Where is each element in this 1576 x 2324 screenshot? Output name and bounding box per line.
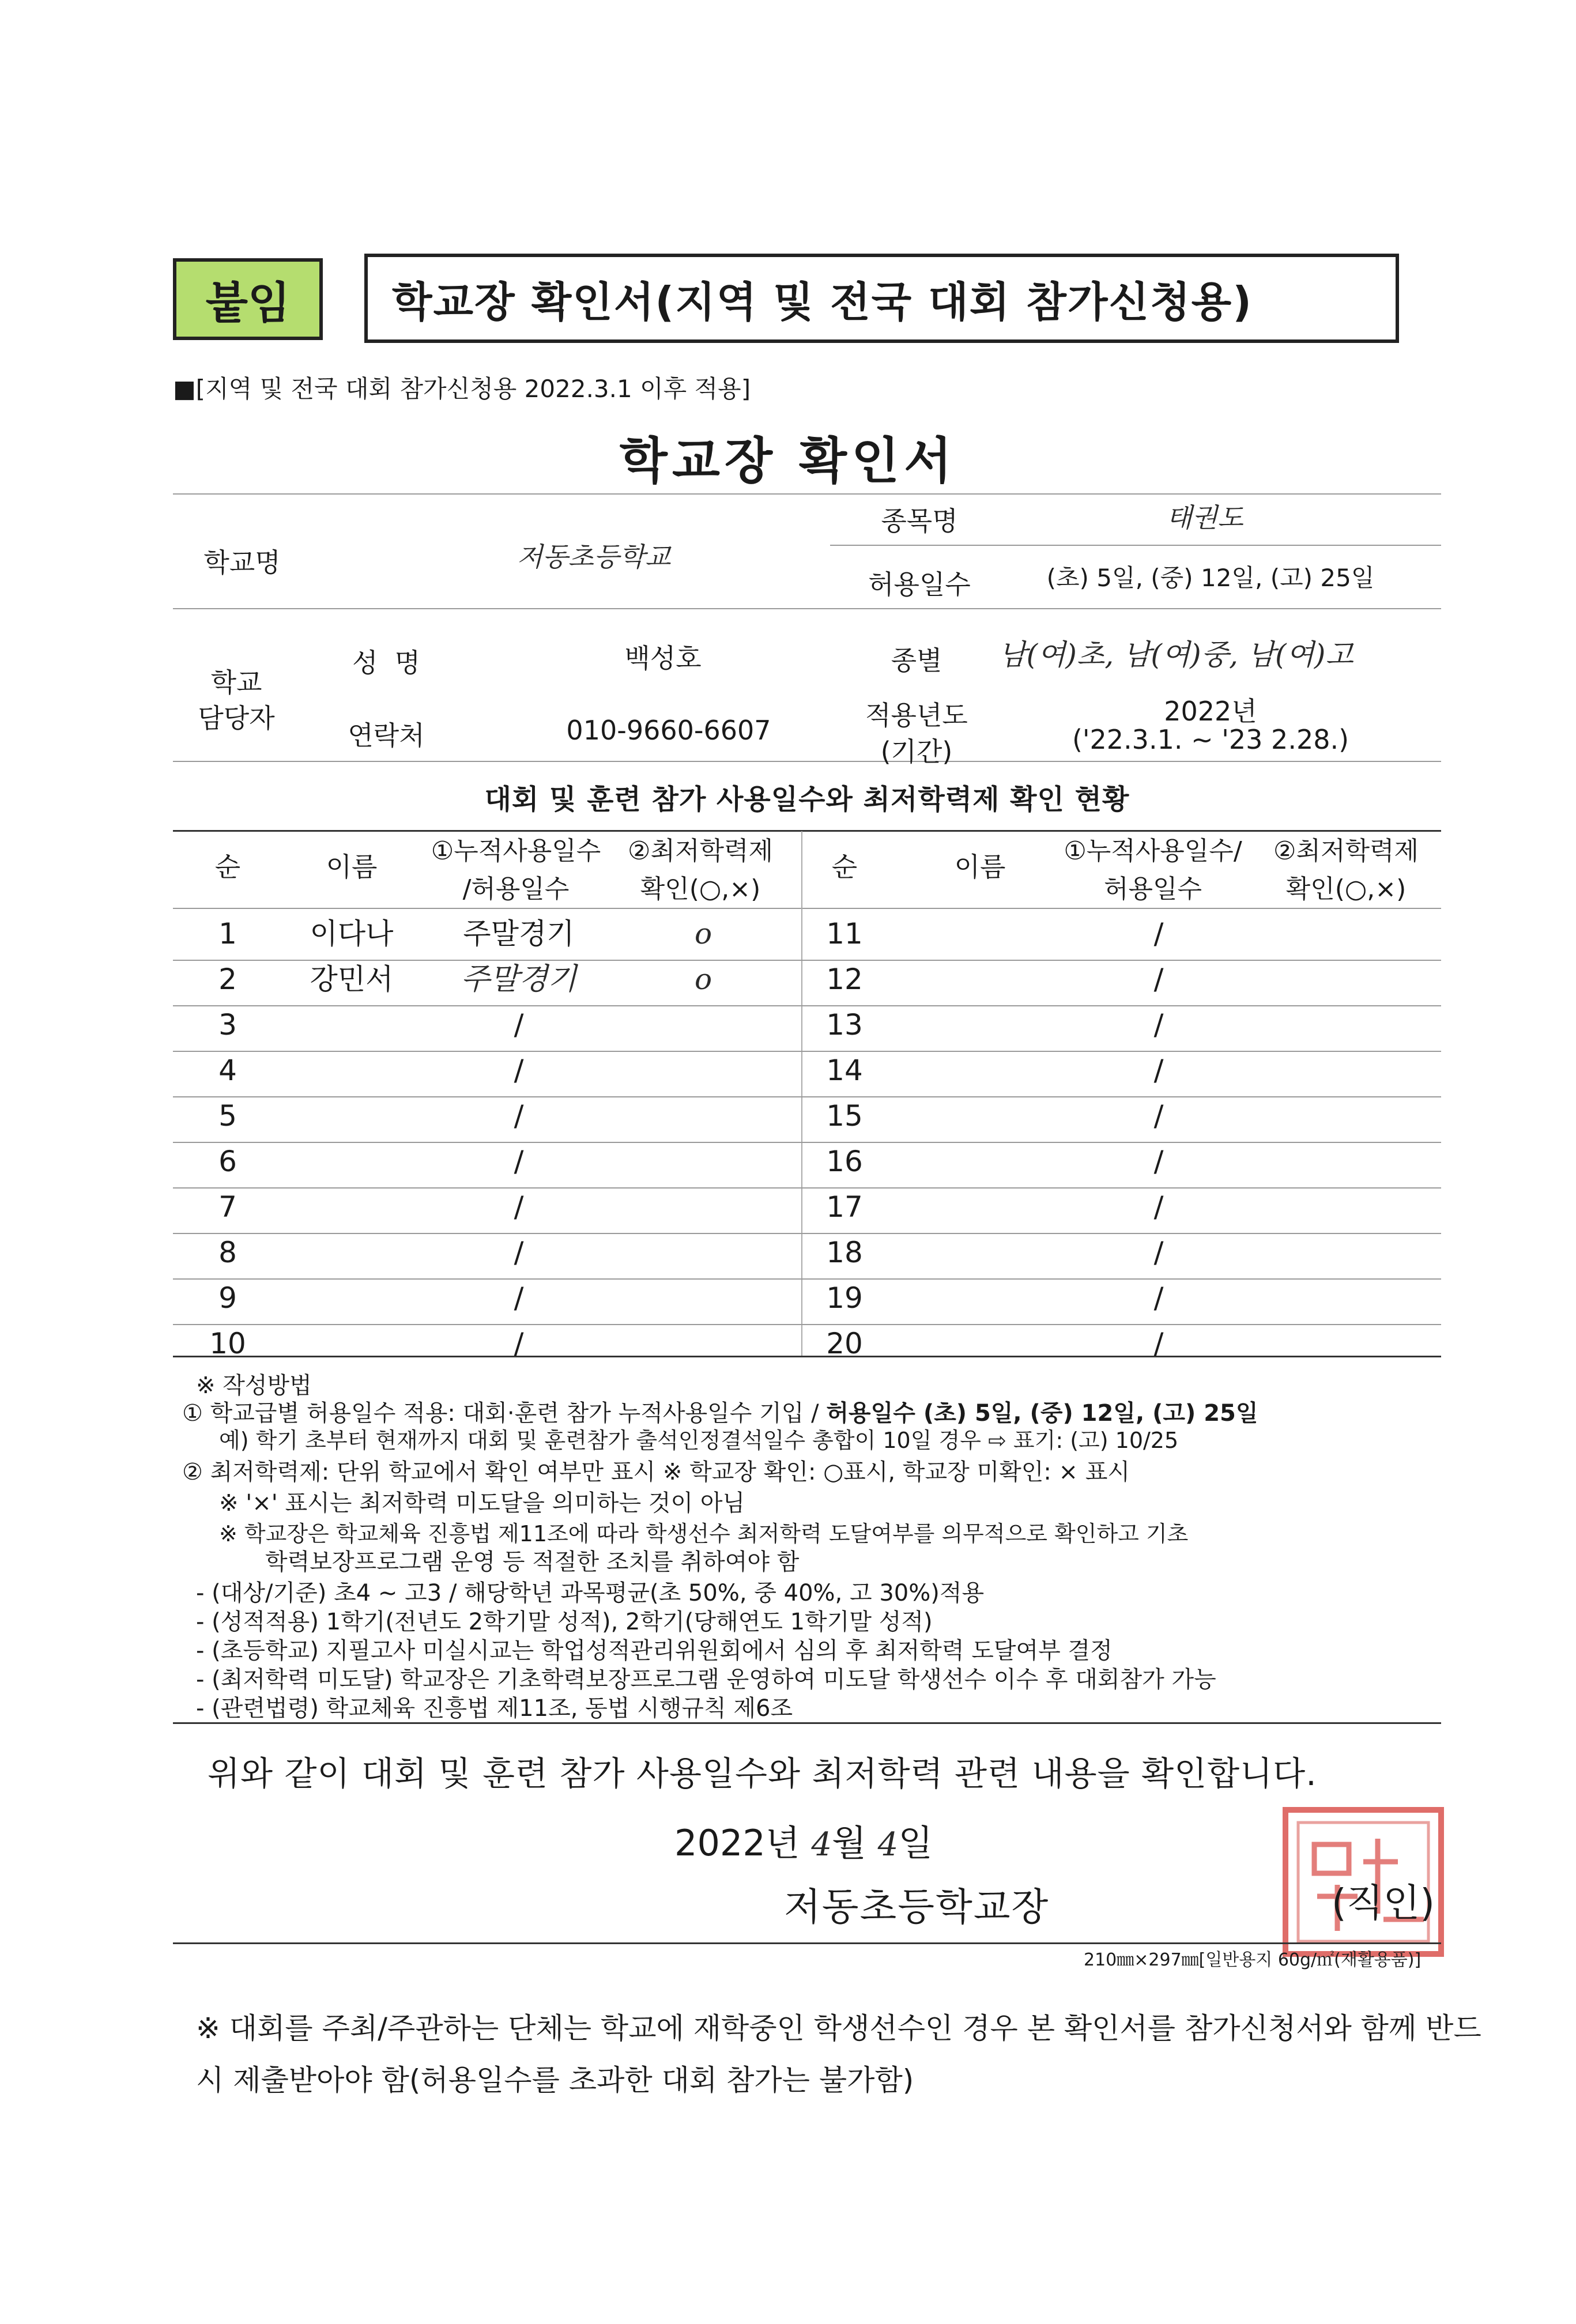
form-title: 학교장 확인서(지역 및 전국 대회 참가신청용): [364, 254, 1399, 343]
used-days: /: [1153, 917, 1164, 950]
instruction-line-8: - (성적적용) 1학기(전년도 2학기말 성적), 2학기(당해연도 1학기말 성적): [196, 1609, 933, 1635]
manager-label-2: 담당자: [198, 703, 275, 734]
contact-value: 010-9660-6607: [566, 715, 771, 746]
instruction-line-4: ※ '×' 표시는 최저학력 미도달을 의미하는 것이 아님: [219, 1490, 745, 1516]
instruction-line-3: ② 최저학력제: 단위 학교에서 확인 여부만 표시 ※ 학교장 확인: ○표시, 학교장 미확인: × 표시: [182, 1459, 1130, 1485]
row-number: 4: [218, 1054, 237, 1087]
row-number: 14: [826, 1054, 863, 1087]
used-days: /: [1153, 1008, 1164, 1042]
used-days: /: [1153, 963, 1164, 996]
used-days: /: [514, 1145, 524, 1178]
row-number: 8: [218, 1236, 237, 1269]
signature-date: 2022년 4월 4일: [674, 1822, 933, 1864]
row-number: 2: [218, 963, 237, 996]
header-name-left: 이름: [326, 851, 378, 882]
student-name: 이다나: [310, 917, 394, 950]
year-label-1: 적용년도: [865, 700, 968, 731]
used-days: /: [1153, 1145, 1164, 1178]
used-days: /: [514, 1190, 524, 1224]
used-days: /: [514, 1327, 524, 1360]
row-number: 12: [826, 963, 863, 996]
used-days: /: [1153, 1281, 1164, 1315]
confirmation-statement: 위와 같이 대회 및 훈련 참가 사용일수와 최저학력 관련 내용을 확인합니다.: [208, 1754, 1317, 1793]
document-title: 학교장 확인서: [619, 432, 957, 490]
student-name: 강민서: [310, 963, 394, 996]
header-academic-left-1: ②최저학력제: [628, 836, 773, 866]
used-days: /: [514, 1236, 524, 1269]
row-number: 5: [218, 1099, 237, 1133]
row-number: 18: [826, 1236, 863, 1269]
principal-name: 저동초등학교장: [784, 1885, 1050, 1929]
attachment-badge: 붙임: [173, 258, 323, 340]
row-number: 3: [218, 1008, 237, 1042]
row-number: 1: [218, 917, 237, 950]
instruction-line-5: ※ 학교장은 학교체육 진흥법 제11조에 따라 학생선수 최저학력 도달여부를 의무적으로 확인하고 기초: [219, 1521, 1189, 1546]
status-table-title: 대회 및 훈련 참가 사용일수와 최저학력제 확인 현황: [484, 783, 1130, 816]
row-number: 11: [826, 917, 863, 950]
header-academic-right-2: 확인(○,×): [1285, 874, 1407, 904]
header-days-left-1: ①누적사용일수: [431, 836, 601, 866]
gender-label: 종별: [891, 645, 942, 676]
header-academic-left-2: 확인(○,×): [640, 874, 761, 904]
academic-check: o: [694, 963, 712, 996]
header-days-right-1: ①누적사용일수/: [1064, 836, 1242, 866]
instruction-line-2: 예) 학기 초부터 현재까지 대회 및 훈련참가 출석인정결석일수 총합이 10일 경우 ⇨ 표기: (고) 10/25: [219, 1428, 1179, 1453]
used-days: /: [1153, 1327, 1164, 1360]
row-number: 15: [826, 1099, 863, 1133]
event-value: 태권도: [1166, 502, 1243, 533]
used-days: /: [1153, 1190, 1164, 1224]
used-days: /: [514, 1099, 524, 1133]
used-days: /: [514, 1008, 524, 1042]
row-number: 20: [826, 1327, 863, 1360]
row-number: 10: [209, 1327, 246, 1360]
header-no-left: 순: [214, 851, 241, 882]
header-academic-right-1: ②최저학력제: [1273, 836, 1419, 866]
row-number: 9: [218, 1281, 237, 1315]
form-subnote: ■[지역 및 전국 대회 참가신청용 2022.3.1 이후 적용]: [173, 375, 751, 403]
instruction-line-10: - (최저학력 미도달) 학교장은 기초학력보장프로그램 운영하여 미도달 학생선수 이수 후 대회참가 가능: [196, 1666, 1216, 1693]
name-label: 성 명: [352, 647, 421, 678]
used-days: /: [514, 1281, 524, 1315]
row-number: 16: [826, 1145, 863, 1178]
header-days-right-2: 허용일수: [1103, 874, 1202, 904]
year-value-2: ('22.3.1. ~ '23 2.28.): [1072, 724, 1349, 755]
event-label: 종목명: [881, 505, 958, 537]
used-days: 주말경기: [461, 962, 577, 997]
used-days: /: [514, 1054, 524, 1087]
paper-specification: 210㎜×297㎜[일반용지 60g/㎡(재활용품)]: [1084, 1950, 1422, 1970]
row-number: 13: [826, 1008, 863, 1042]
header-days-left-2: /허용일수: [462, 874, 570, 904]
allowed-days-value: (초) 5일, (중) 12일, (고) 25일: [1046, 564, 1375, 592]
gender-value: 남(여)초, 남(여)중, 남(여)고: [998, 638, 1353, 671]
school-name-value: 저동초등학교: [516, 541, 671, 572]
row-number: 19: [826, 1281, 863, 1315]
school-name-label: 학교명: [203, 547, 281, 578]
manager-label-1: 학교: [210, 667, 262, 698]
instruction-line-1: ① 학교급별 허용일수 적용: 대회·훈련 참가 누적사용일수 기입 / 허용일수 (초) 5일, (중) 12일, (고) 25일: [182, 1400, 1258, 1427]
allowed-days-label: 허용일수: [868, 569, 971, 600]
submission-footnote: ※ 대회를 주최/주관하는 단체는 학교에 재학중인 학생선수인 경우 본 확인서를 참가신청서와 함께 반드시 제출받아야 함(허용일수를 초과한 대회 참가는 불가함): [196, 2012, 1481, 2097]
header-name-right: 이름: [954, 851, 1006, 882]
used-days: /: [1153, 1054, 1164, 1087]
instruction-line-11: - (관련법령) 학교체육 진흥법 제11조, 동법 시행규칙 제6조: [196, 1695, 793, 1722]
used-days: /: [1153, 1236, 1164, 1269]
row-number: 6: [218, 1145, 237, 1178]
instruction-line-6: 학력보장프로그램 운영 등 적절한 조치를 취하여야 함: [265, 1549, 800, 1575]
used-days: 주말경기: [463, 917, 575, 950]
instruction-line-9: - (초등학교) 지필고사 미실시교는 학업성적관리위원회에서 심의 후 최저학력 도달여부 결정: [196, 1638, 1113, 1664]
instructions-heading: ※ 작성방법: [196, 1372, 312, 1399]
used-days: /: [1153, 1099, 1164, 1133]
year-label-2: (기간): [880, 736, 953, 767]
header-no-right: 순: [831, 851, 858, 882]
year-value-1: 2022년: [1164, 696, 1257, 727]
name-value: 백성호: [624, 643, 702, 674]
row-number: 17: [826, 1190, 863, 1224]
seal-label: (직인): [1332, 1881, 1435, 1925]
instruction-line-7: - (대상/기준) 초4 ~ 고3 / 해당학년 과목평균(초 50%, 중 40%, 고 30%)적용: [196, 1580, 985, 1606]
contact-label: 연락처: [348, 720, 425, 751]
academic-check: o: [694, 917, 712, 950]
row-number: 7: [218, 1190, 237, 1224]
